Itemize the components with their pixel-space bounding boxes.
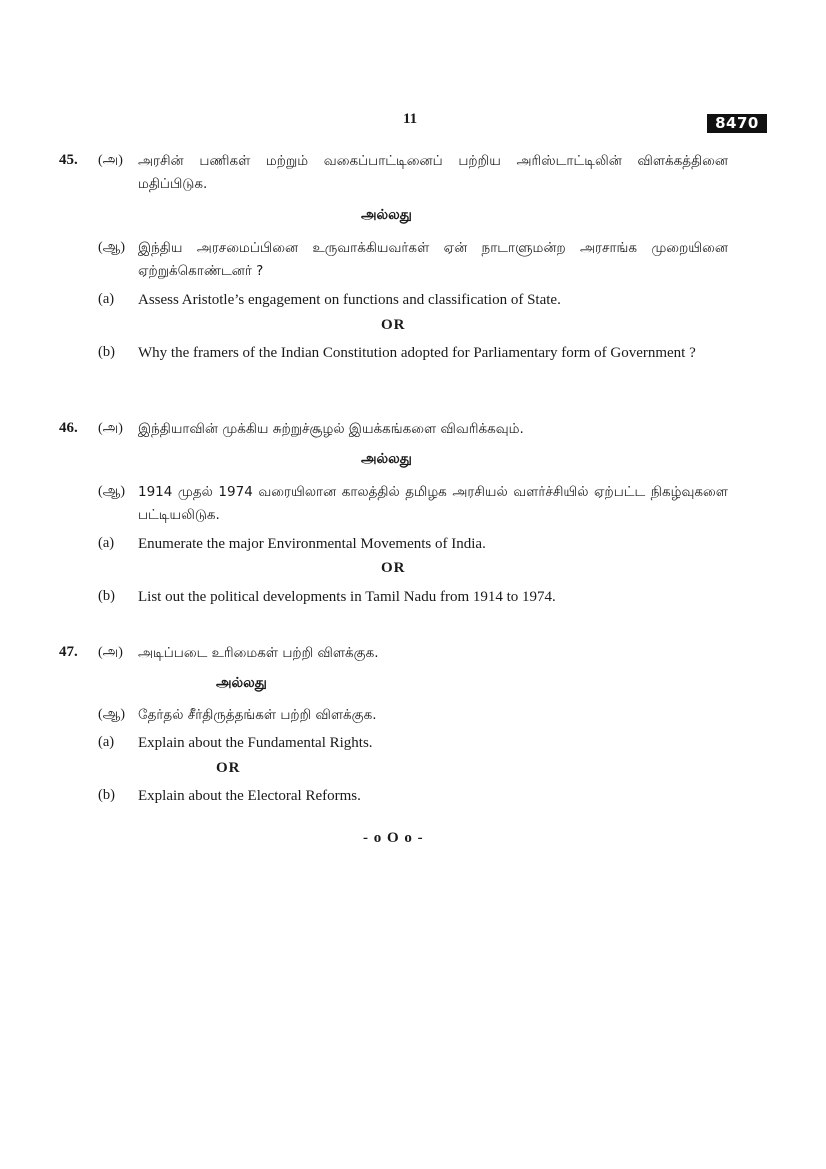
end-of-paper-mark: - o O o - — [363, 830, 424, 846]
option-marker-ta-a: (அ) — [98, 153, 123, 168]
option-marker-en-b: (b) — [98, 344, 115, 360]
question-text-ta-b: இந்திய அரசமைப்பினை உருவாக்கியவர்கள் ஏன் நாடாளுமன்ற அரசாங்க முறையினை ஏற்றுக்கொண்டனர் ? — [138, 240, 728, 279]
option-marker-ta-b: (ஆ) — [98, 484, 126, 499]
option-marker-ta-b: (ஆ) — [98, 240, 126, 255]
option-marker-en-b: (b) — [98, 787, 115, 803]
option-marker-en-a: (a) — [98, 535, 115, 551]
question-text-en-b: Explain about the Electoral Reforms. — [138, 788, 361, 804]
question-text-ta-b: 1914 முதல் 1974 வரையிலான காலத்தில் தமிழக அரசியல் வளர்ச்சியில் ஏற்பட்ட நிகழ்வுகளை பட்டியலிடுக. — [138, 484, 728, 523]
question-text-en-a: Enumerate the major Environmental Movements of India. — [138, 536, 486, 552]
option-marker-ta-a: (அ) — [98, 421, 123, 436]
option-marker-ta-a: (அ) — [98, 645, 123, 660]
question-number: 46. — [59, 420, 78, 436]
question-text-ta-a: அரசின் பணிகள் மற்றும் வகைப்பாட்டினைப் பற்றிய அரிஸ்டாட்டிலின் விளக்கத்தினை மதிப்பிடுக. — [138, 153, 728, 192]
page-number: 11 — [403, 111, 418, 127]
or-separator-ta: அல்லது — [216, 675, 267, 691]
question-number: 45. — [59, 152, 78, 168]
or-separator-en: OR — [381, 560, 406, 576]
question-text-en-a: Assess Aristotle’s engagement on functions and classification of State. — [138, 292, 561, 308]
question-text-ta-b: தேர்தல் சீர்திருத்தங்கள் பற்றி விளக்குக. — [138, 707, 377, 723]
option-marker-en-a: (a) — [98, 291, 115, 307]
paper-code-badge: 8470 — [707, 114, 767, 133]
question-number: 47. — [59, 644, 78, 660]
or-separator-ta: அல்லது — [361, 207, 412, 223]
option-marker-en-a: (a) — [98, 734, 115, 750]
or-separator-en: OR — [216, 760, 241, 776]
question-text-en-a: Explain about the Fundamental Rights. — [138, 735, 373, 751]
question-text-ta-a: அடிப்படை உரிமைகள் பற்றி விளக்குக. — [138, 645, 379, 661]
question-text-ta-a: இந்தியாவின் முக்கிய சுற்றுச்சூழல் இயக்கங்களை விவரிக்கவும். — [138, 421, 524, 437]
question-text-en-b: List out the political developments in Tamil Nadu from 1914 to 1974. — [138, 589, 556, 605]
option-marker-en-b: (b) — [98, 588, 115, 604]
question-text-en-b: Why the framers of the Indian Constitution adopted for Parliamentary form of Government ? — [138, 345, 696, 361]
or-separator-ta: அல்லது — [361, 451, 412, 467]
option-marker-ta-b: (ஆ) — [98, 707, 126, 722]
or-separator-en: OR — [381, 317, 406, 333]
